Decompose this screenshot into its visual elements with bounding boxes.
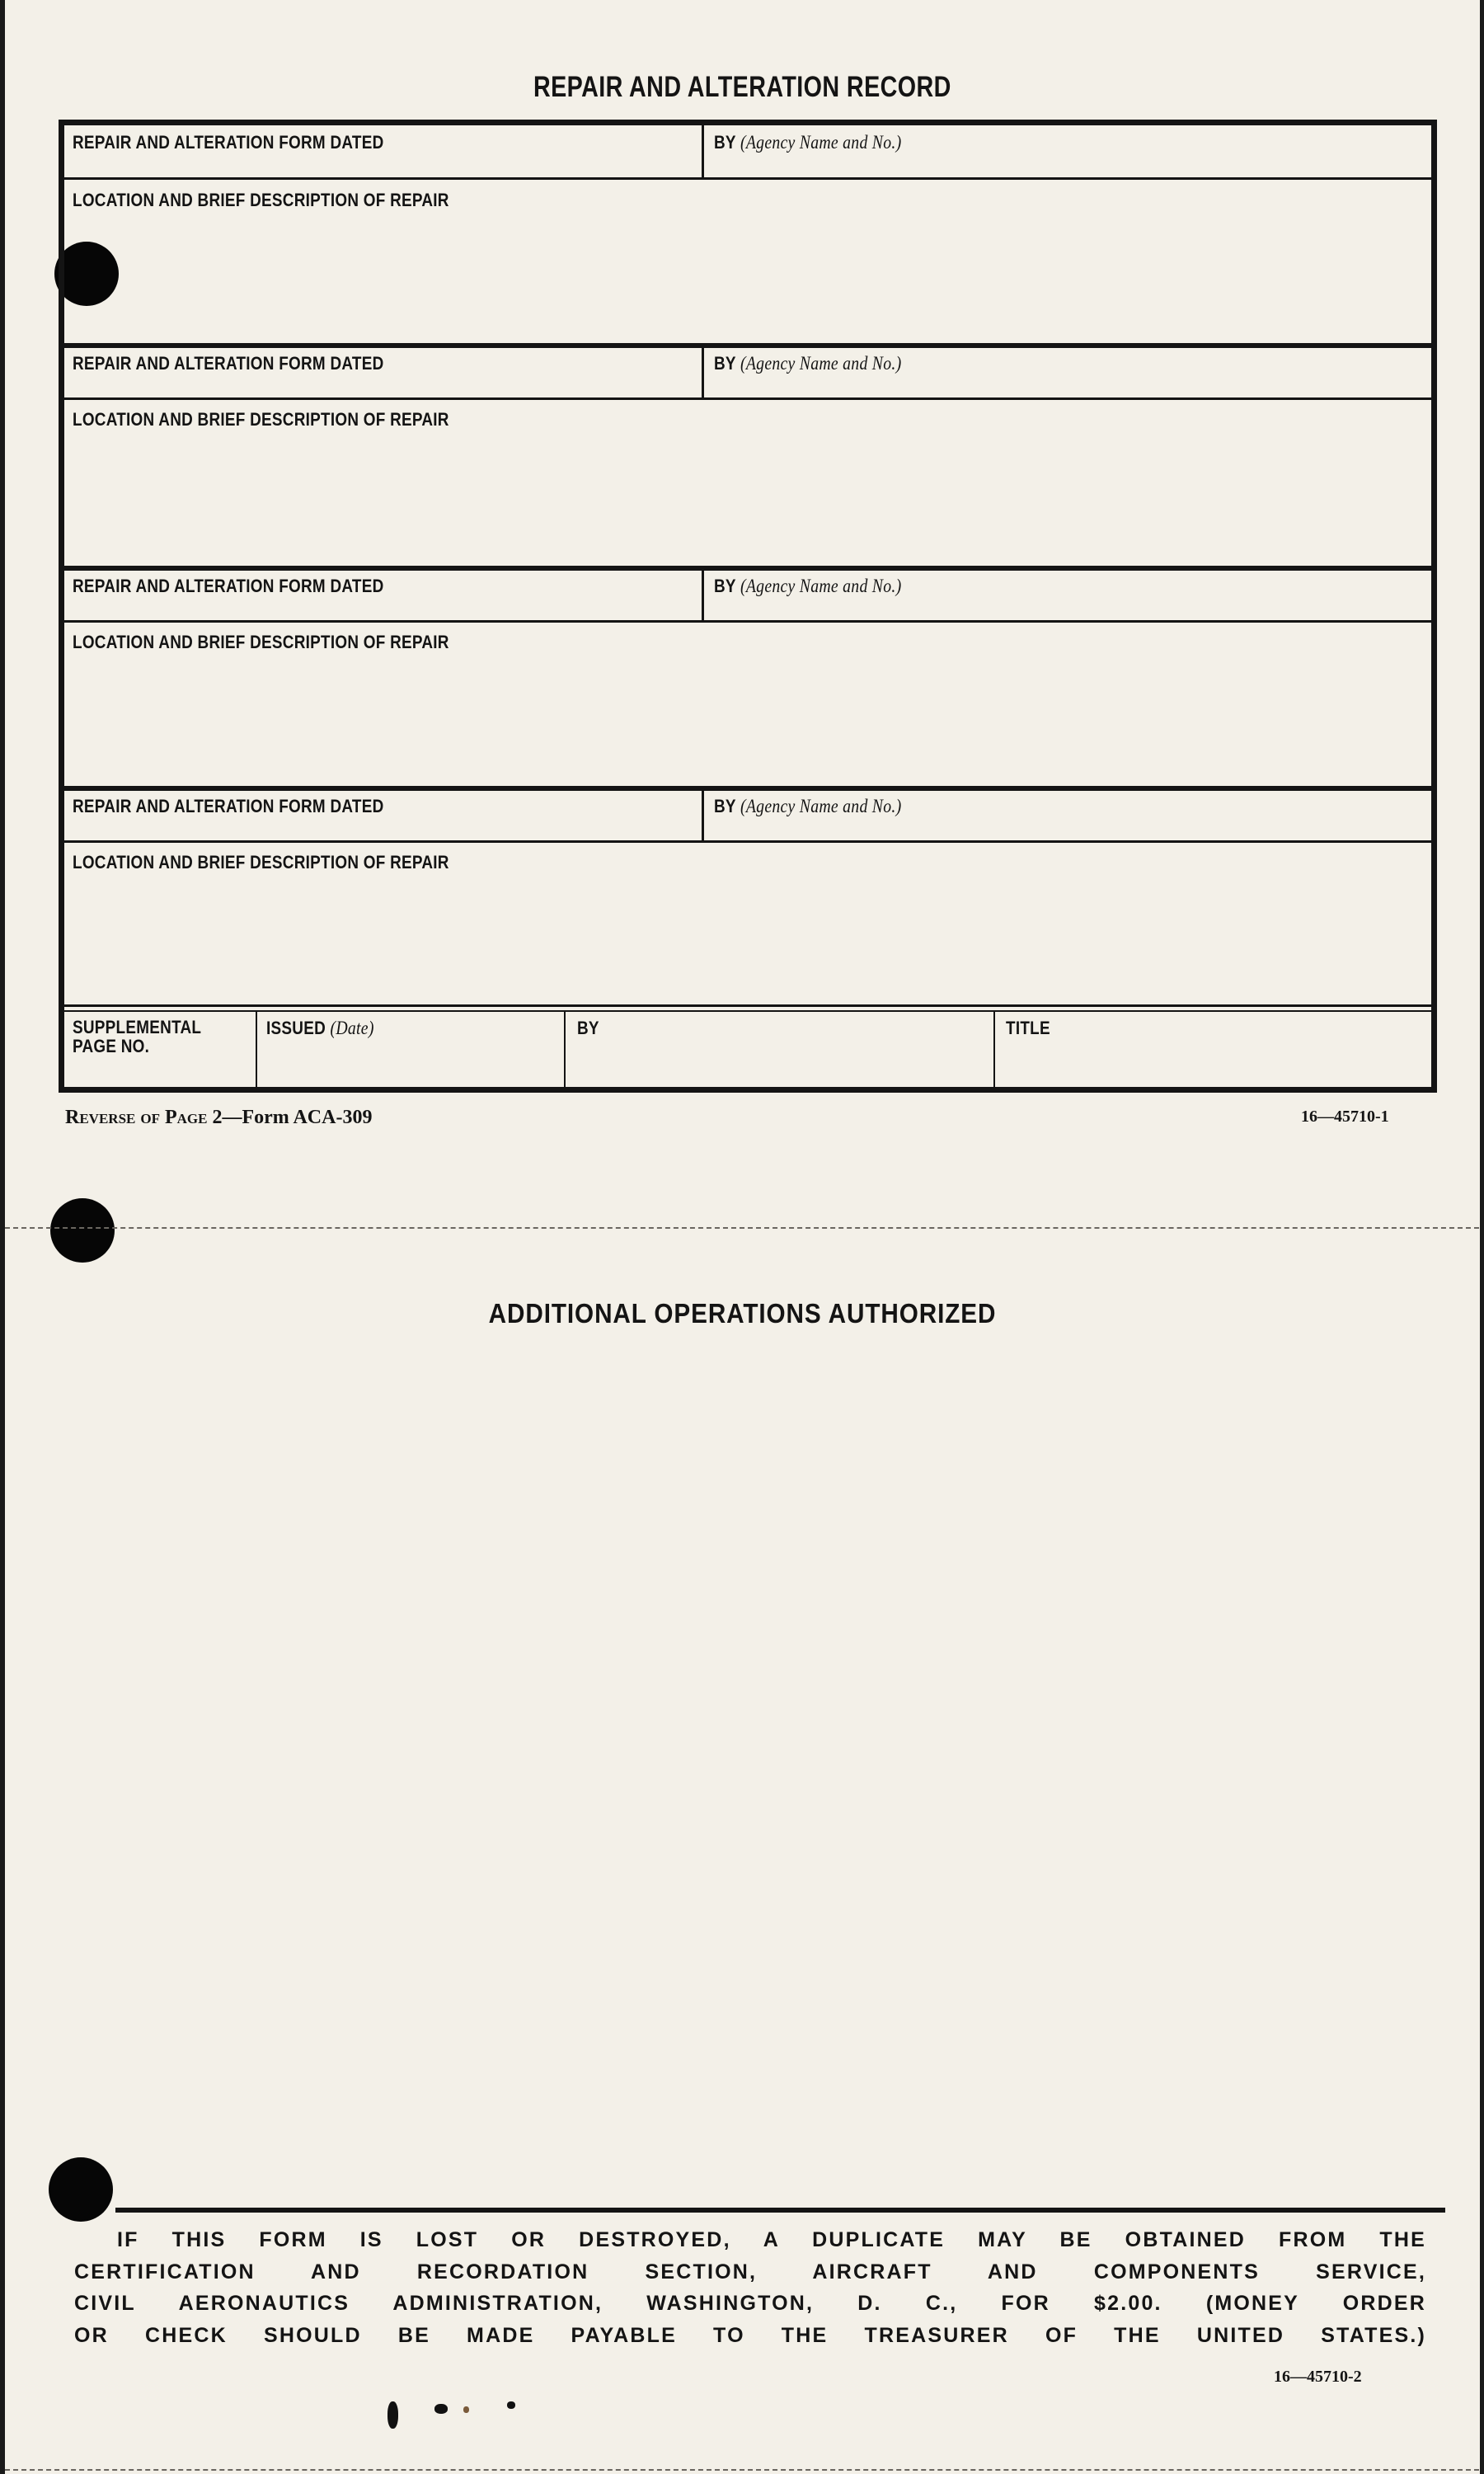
form-dated-row bbox=[64, 791, 1431, 843]
agency-input[interactable] bbox=[711, 373, 1425, 396]
by-column-divider bbox=[702, 791, 704, 840]
punch-hole-bottom bbox=[49, 2157, 113, 2222]
lost-form-notice bbox=[74, 2224, 1426, 2351]
row-divider bbox=[64, 840, 1431, 843]
by-column-divider bbox=[702, 571, 704, 620]
by-column-divider bbox=[993, 1012, 995, 1093]
by-column-divider bbox=[702, 348, 704, 397]
description-input[interactable] bbox=[73, 873, 1425, 997]
supplemental-row bbox=[64, 1004, 1431, 1093]
agency-field-label: BY (Agency Name and No.) bbox=[714, 132, 902, 153]
form-dated-input[interactable] bbox=[73, 816, 695, 839]
repair-block-4 bbox=[64, 786, 1431, 1005]
supplemental-page-no-label: SUPPLEMENTAL PAGE NO. bbox=[73, 1017, 202, 1056]
ink-speck bbox=[434, 2404, 448, 2414]
ink-blot bbox=[387, 2401, 398, 2429]
row-divider bbox=[64, 397, 1431, 400]
section-title: ADDITIONAL OPERATIONS AUTHORIZED bbox=[488, 1298, 997, 1329]
issued-column-divider bbox=[564, 1012, 566, 1093]
description-input[interactable] bbox=[73, 430, 1425, 558]
by-column-divider bbox=[702, 125, 704, 177]
agency-input[interactable] bbox=[711, 152, 1425, 175]
notice-line-2: CERTIFICATION AND RECORDATION SECTION, AIRCRAFT AND COMPONENTS SERVICE, bbox=[74, 2260, 1426, 2284]
agency-input[interactable] bbox=[711, 816, 1425, 839]
paper-edge-right bbox=[1480, 0, 1484, 2474]
footer-rule bbox=[115, 2208, 1445, 2213]
description-label: LOCATION AND BRIEF DESCRIPTION OF REPAIR bbox=[73, 409, 449, 430]
form-dated-row bbox=[64, 571, 1431, 623]
perforation-line-bottom[interactable] bbox=[5, 2469, 1479, 2471]
ink-speck bbox=[463, 2406, 469, 2413]
row-divider bbox=[64, 177, 1431, 180]
double-rule-lower bbox=[64, 1010, 1431, 1012]
title-label: TITLE bbox=[1006, 1018, 1050, 1038]
repair-block-2 bbox=[64, 343, 1431, 566]
form-dated-input[interactable] bbox=[73, 595, 695, 618]
notice-line-1: IF THIS FORM IS LOST OR DESTROYED, A DUPLICATE MAY BE OBTAINED FROM THE bbox=[117, 2228, 1426, 2251]
title-input[interactable] bbox=[1000, 1042, 1425, 1088]
double-rule-upper bbox=[64, 1004, 1431, 1007]
form-dated-label: REPAIR AND ALTERATION FORM DATED bbox=[73, 796, 384, 816]
repair-block-3 bbox=[64, 566, 1431, 786]
form-dated-row bbox=[64, 125, 1431, 177]
agency-field-label: BY (Agency Name and No.) bbox=[714, 353, 902, 374]
reverse-page-note: Reverse of Page 2—Form ACA-309 bbox=[65, 1107, 373, 1128]
supplemental-column-divider bbox=[256, 1012, 257, 1093]
agency-input[interactable] bbox=[711, 595, 1425, 618]
agency-field-label: BY (Agency Name and No.) bbox=[714, 796, 902, 816]
description-label: LOCATION AND BRIEF DESCRIPTION OF REPAIR bbox=[73, 852, 449, 872]
paper-edge-left bbox=[0, 0, 5, 2474]
form-code-upper: 16—45710-1 bbox=[1301, 1108, 1389, 1126]
form-dated-label: REPAIR AND ALTERATION FORM DATED bbox=[73, 576, 384, 596]
issued-date-label: ISSUED (Date) bbox=[266, 1018, 374, 1038]
repair-block-1 bbox=[64, 125, 1431, 343]
issued-by-label: BY bbox=[577, 1018, 599, 1038]
form-dated-input[interactable] bbox=[73, 373, 695, 396]
description-input[interactable] bbox=[73, 211, 1425, 335]
description-input[interactable] bbox=[73, 653, 1425, 778]
description-label: LOCATION AND BRIEF DESCRIPTION OF REPAIR bbox=[73, 632, 449, 652]
form-dated-input[interactable] bbox=[73, 152, 695, 175]
description-label: LOCATION AND BRIEF DESCRIPTION OF REPAIR bbox=[73, 190, 449, 210]
form-dated-label: REPAIR AND ALTERATION FORM DATED bbox=[73, 132, 384, 153]
form-dated-row bbox=[64, 348, 1431, 400]
notice-line-4: OR CHECK SHOULD BE MADE PAYABLE TO THE TREASURER OF THE UNITED STATES.) bbox=[74, 2323, 1426, 2347]
page-title: REPAIR AND ALTERATION RECORD bbox=[533, 71, 951, 103]
issued-by-input[interactable] bbox=[571, 1042, 987, 1088]
row-divider bbox=[64, 620, 1431, 623]
punch-hole-middle bbox=[50, 1198, 115, 1263]
form-code-lower: 16—45710-2 bbox=[1274, 2368, 1362, 2386]
perforation-line-middle[interactable] bbox=[5, 1227, 1479, 1229]
repair-alteration-form bbox=[59, 120, 1437, 1093]
ink-speck bbox=[507, 2401, 515, 2409]
supplemental-page-no-input[interactable] bbox=[73, 1056, 250, 1087]
agency-field-label: BY (Agency Name and No.) bbox=[714, 576, 902, 596]
issued-date-input[interactable] bbox=[262, 1042, 559, 1088]
form-dated-label: REPAIR AND ALTERATION FORM DATED bbox=[73, 353, 384, 374]
notice-line-3: CIVIL AERONAUTICS ADMINISTRATION, WASHINGTON, D. C., FOR $2.00. (MONEY ORDER bbox=[74, 2292, 1426, 2315]
